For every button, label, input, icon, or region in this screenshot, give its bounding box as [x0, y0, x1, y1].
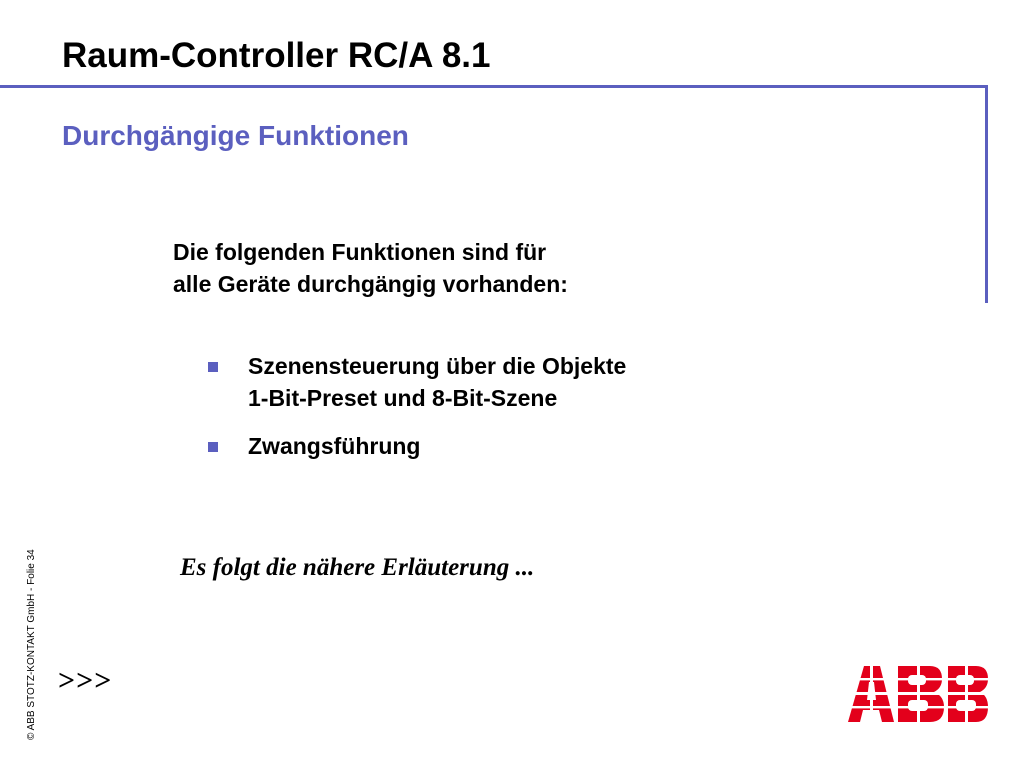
bullet-list [205, 350, 626, 462]
square-bullet-icon [208, 442, 218, 452]
slide-title: Raum-Controller RC/A 8.1 [62, 36, 491, 75]
header-rule-horizontal [0, 85, 988, 88]
slide-subtitle: Durchgängige Funktionen [62, 120, 409, 151]
bullet-line: 1-Bit-Preset und 8-Bit-Szene [248, 385, 558, 411]
footer-copyright: © ABB STOTZ-KONTAKT GmbH - Folie 34 [26, 549, 37, 740]
explanation-note: Es folgt die nähere Erläuterung ... [180, 554, 535, 581]
intro-line: alle Geräte durchgängig vorhanden: [173, 271, 568, 297]
bullet-item-zwangsfuehrung [205, 430, 626, 462]
intro-line: Die folgenden Funktionen sind für [173, 239, 547, 265]
abb-logo [848, 666, 988, 722]
intro-text [173, 236, 568, 300]
square-bullet-icon [208, 362, 218, 372]
bullet-line: Szenensteuerung über die Objekte [248, 353, 627, 379]
next-slide-link[interactable]: >>> [58, 664, 113, 697]
bullet-item-szenensteuerung [205, 350, 626, 414]
bullet-line: Zwangsführung [248, 433, 421, 459]
header-rule-vertical [985, 85, 988, 303]
